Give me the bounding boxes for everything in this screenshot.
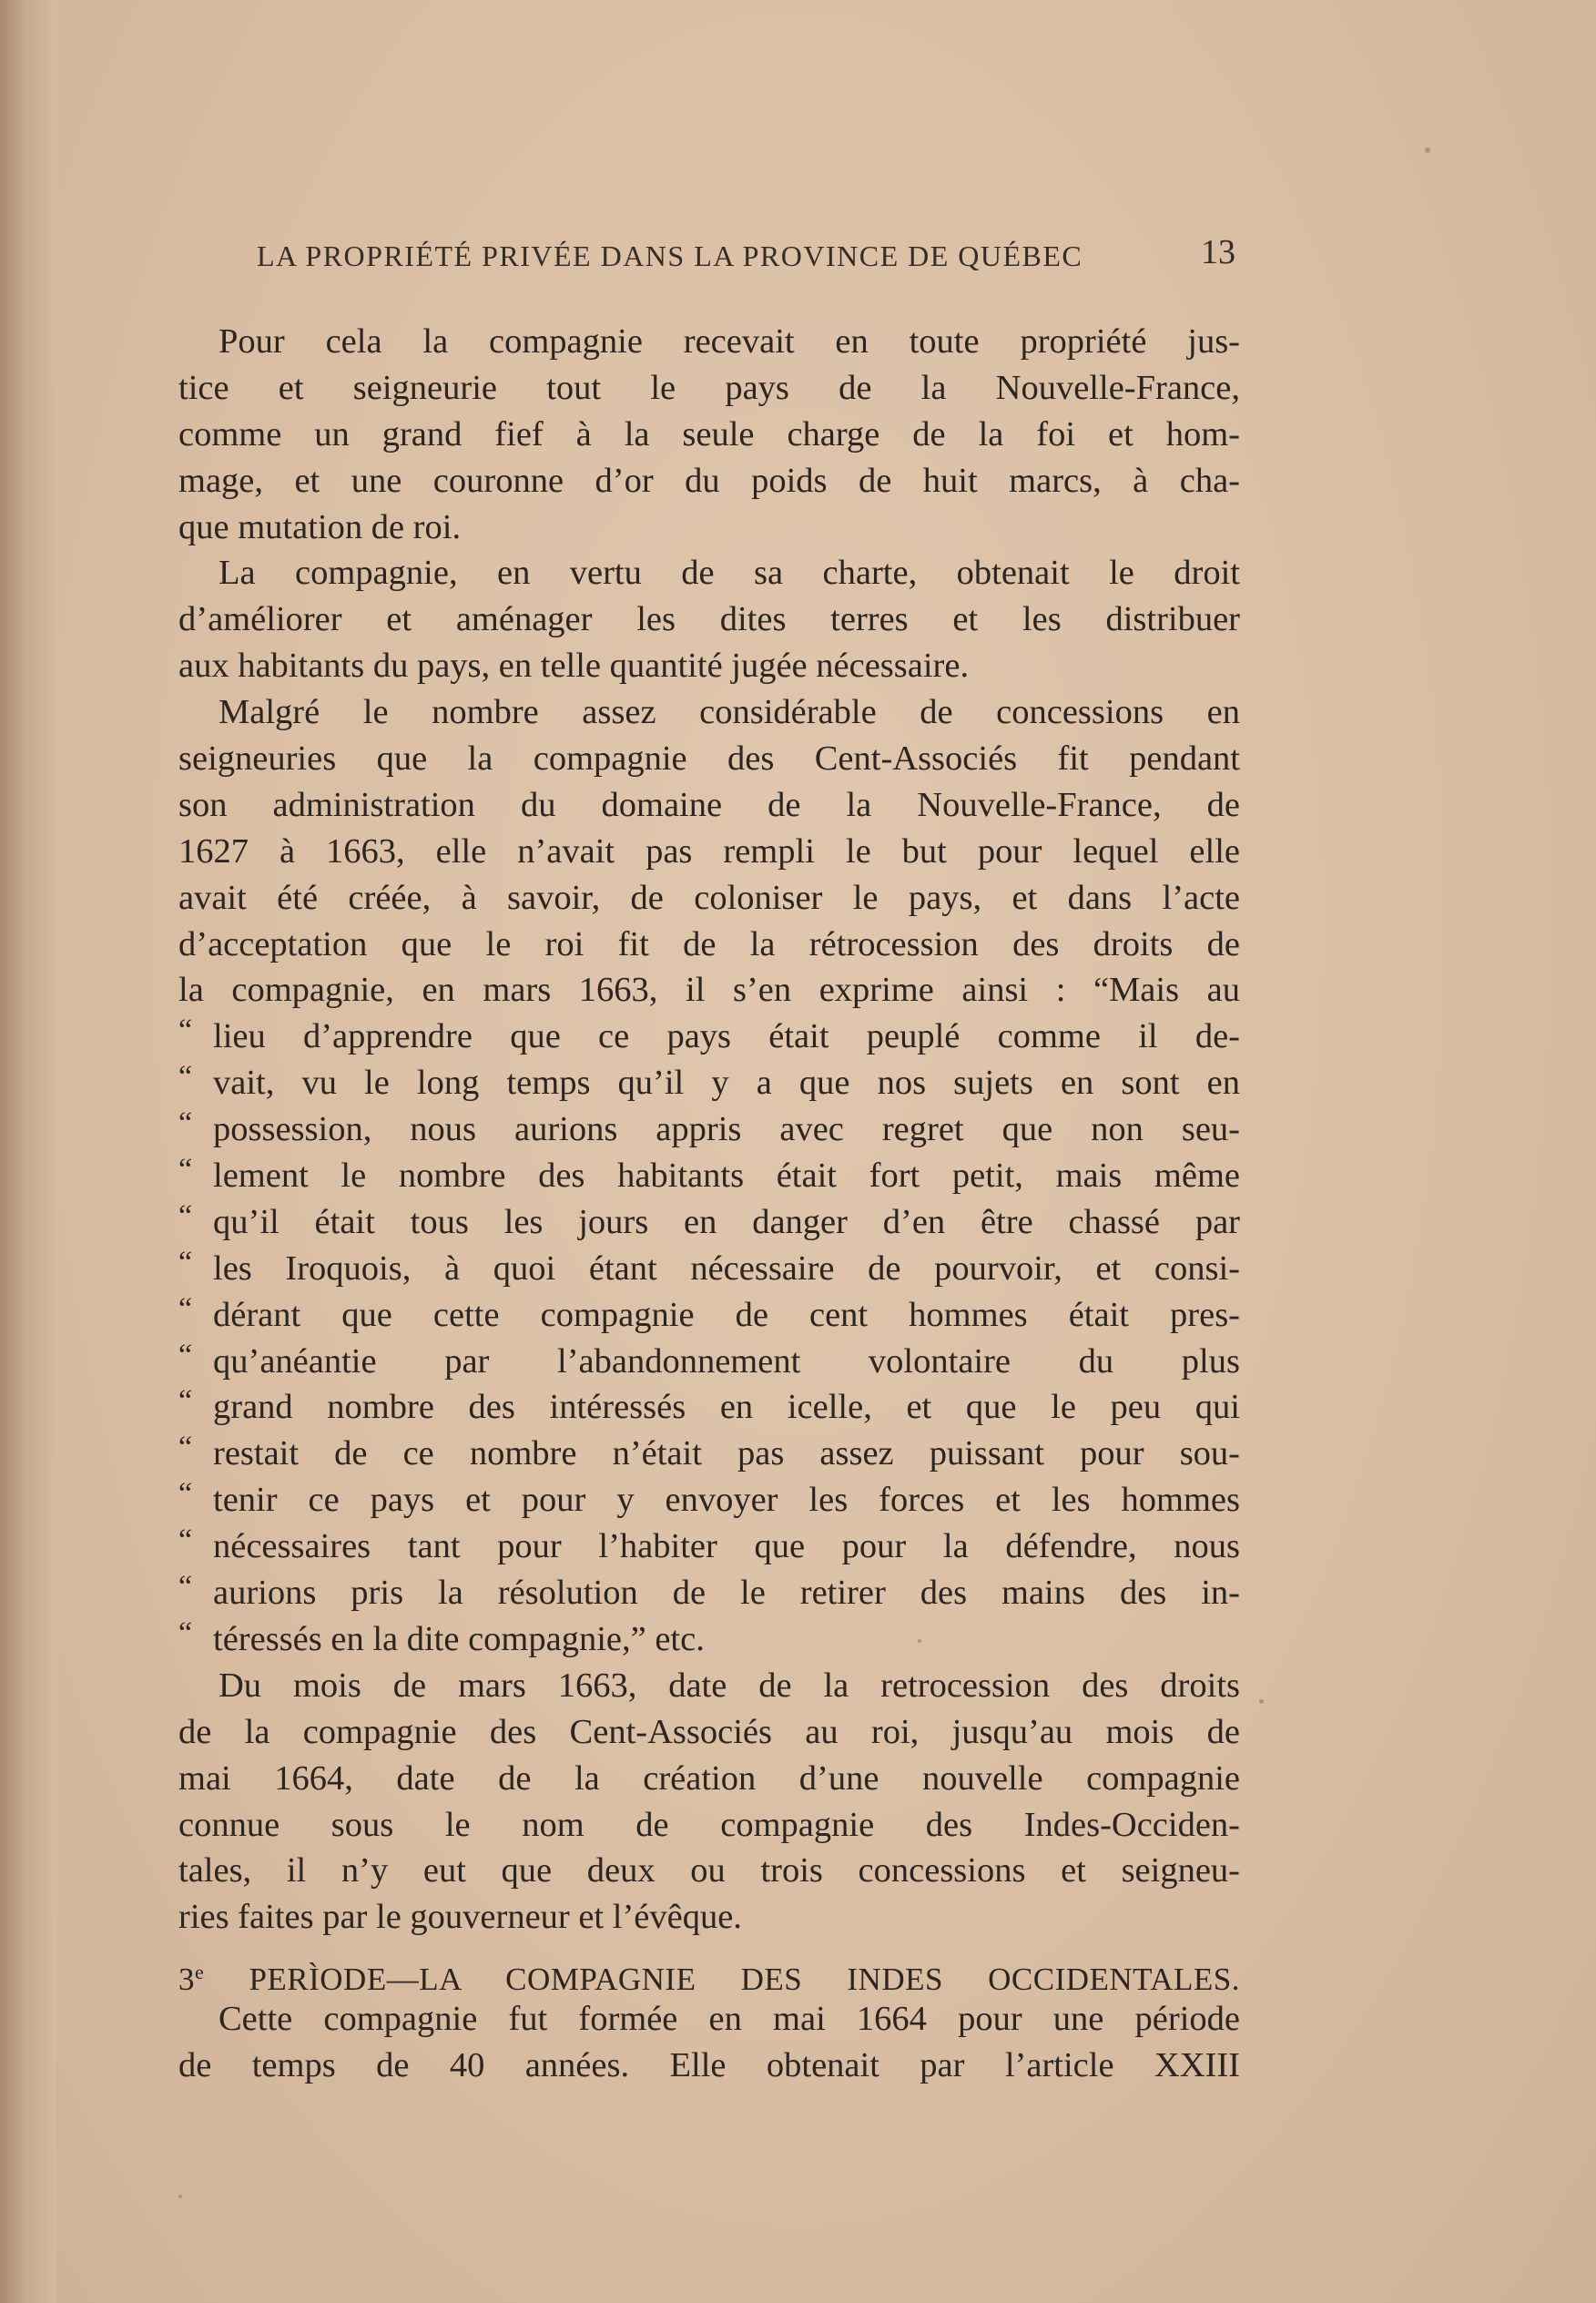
section-number: 3 [178, 1962, 195, 1998]
paper-speck [1259, 1699, 1264, 1704]
quote-mark: “ [178, 1060, 193, 1095]
text-line: tenir ce pays et pour y envoyer les forces et les hommes [213, 1481, 1240, 1520]
text-line: nécessaires tant pour l’habiter que pour la défendre, nous [213, 1527, 1240, 1566]
quoted-line [178, 1384, 1240, 1431]
running-title: LA PROPRIÉTÉ PRIVÉE DANS LA PROVINCE DE QUÉBEC [257, 239, 1083, 272]
quoted-line [178, 1106, 1240, 1153]
text-line: Du mois de mars 1663, date de la retrocession des droits [219, 1666, 1240, 1705]
text-line: aurions pris la résolution de le retirer des mains des in- [213, 1574, 1240, 1613]
quoted-line [178, 1570, 1240, 1616]
text-line: mage, et une couronne d’or du poids de huit marcs, à cha- [178, 461, 1240, 500]
text-line: de temps de 40 années. Elle obtenait par l’article XXIII [178, 2045, 1240, 2084]
text-line: vait, vu le long temps qu’il y a que nos sujets en sont en [213, 1064, 1240, 1103]
quote-mark: “ [178, 1384, 193, 1419]
text-line: connue sous le nom de compagnie des Indes-Occiden- [178, 1805, 1240, 1844]
text-line: son administration du domaine de la Nouvelle-France, de [178, 785, 1240, 824]
quote-mark: “ [178, 1291, 193, 1326]
text-line: comme un grand fief à la seule charge de la foi et hom- [178, 414, 1240, 453]
quote-mark: “ [178, 1106, 193, 1141]
text-line: que mutation de roi. [178, 507, 462, 546]
text-line: qu’il était tous les jours en danger d’en être chassé par [213, 1202, 1240, 1241]
quoted-line [178, 1292, 1240, 1339]
quoted-line [178, 1153, 1240, 1199]
page-number: 13 [1201, 233, 1235, 271]
quoted-line [178, 1339, 1240, 1385]
text-line: Pour cela la compagnie recevait en toute propriété jus- [219, 322, 1240, 361]
text-line: d’améliorer et aménager les dites terres et les distribuer [178, 600, 1240, 639]
text-line: 1627 à 1663, elle n’avait pas rempli le but pour lequel elle [178, 831, 1240, 871]
text-line: qu’anéantie par l’abandonnement volontaire du plus [213, 1341, 1240, 1381]
quoted-line [178, 1060, 1240, 1106]
text-line: de la compagnie des Cent-Associés au roi, jusqu’au mois de [178, 1712, 1240, 1751]
quote-mark: “ [178, 1477, 193, 1512]
text-line: ries faites par le gouverneur et l’évêque. [178, 1898, 742, 1937]
quoted-line [178, 1431, 1240, 1477]
paper-speck [918, 1639, 921, 1643]
text-line: avait été créée, à savoir, de coloniser le pays, et dans l’acte [178, 878, 1240, 917]
quote-mark: “ [178, 1615, 193, 1650]
body-text [178, 319, 1240, 2089]
quote-mark: “ [178, 1245, 193, 1279]
text-line: La compagnie, en vertu de sa charte, obtenait le droit [219, 554, 1240, 593]
text-line: Cette compagnie fut formée en mai 1664 pour une période [219, 2000, 1240, 2039]
text-line: grand nombre des intéressés en icelle, et que le peu qui [213, 1388, 1240, 1427]
page-binding-edge [0, 0, 56, 2303]
text-line: la compagnie, en mars 1663, il s’en exprime ainsi : “Mais au [178, 971, 1240, 1010]
quoted-line [178, 1523, 1240, 1570]
text-line: d’acceptation que le roi fit de la rétrocession des droits de [178, 924, 1240, 963]
text-line: téressés en la dite compagnie,” etc. [213, 1619, 705, 1658]
text-line: lieu d’apprendre que ce pays était peuplé comme il de- [213, 1017, 1240, 1056]
quoted-line [178, 1616, 1240, 1663]
paper-speck [1425, 148, 1430, 153]
text-line: tice et seigneurie tout le pays de la Nouvelle-France, [178, 368, 1240, 407]
quote-mark: “ [178, 1523, 193, 1558]
quote-mark: “ [178, 1338, 193, 1372]
text-line: mai 1664, date de la création d’une nouvelle compagnie [178, 1758, 1240, 1798]
quote-mark: “ [178, 1014, 193, 1048]
text-line: seigneuries que la compagnie des Cent-Associés fit pendant [178, 739, 1240, 779]
paper-speck [178, 2195, 182, 2198]
section-ordinal-suffix: e [195, 1961, 205, 1984]
quote-mark: “ [178, 1198, 193, 1233]
quoted-line [178, 1477, 1240, 1523]
text-line: lement le nombre des habitants était fort petit, mais même [213, 1157, 1240, 1196]
quoted-line [178, 1199, 1240, 1246]
text-line: tales, il n’y eut que deux ou trois concessions et seigneu- [178, 1851, 1240, 1890]
text-line: dérant que cette compagnie de cent hommes était pres- [213, 1295, 1240, 1334]
quote-mark: “ [178, 1153, 193, 1187]
running-head [257, 232, 1235, 278]
quote-mark: “ [178, 1570, 193, 1605]
quoted-line [178, 1246, 1240, 1292]
text-line: restait de ce nombre n’était pas assez puissant pour sou- [213, 1434, 1240, 1473]
text-line: les Iroquois, à quoi étant nécessaire de pourvoir, et consi- [213, 1248, 1240, 1288]
section-title: PERÌODE—LA COMPAGNIE DES INDES OCCIDENTALES. [249, 1962, 1240, 1998]
text-line: possession, nous aurions appris avec regret que non seu- [213, 1110, 1240, 1149]
quoted-line [178, 1014, 1240, 1060]
text-line: Malgré le nombre assez considérable de concessions en [219, 693, 1240, 732]
text-line: aux habitants du pays, en telle quantité jugée nécessaire. [178, 647, 970, 686]
section-heading [178, 1950, 1240, 1996]
quote-mark: “ [178, 1431, 193, 1465]
